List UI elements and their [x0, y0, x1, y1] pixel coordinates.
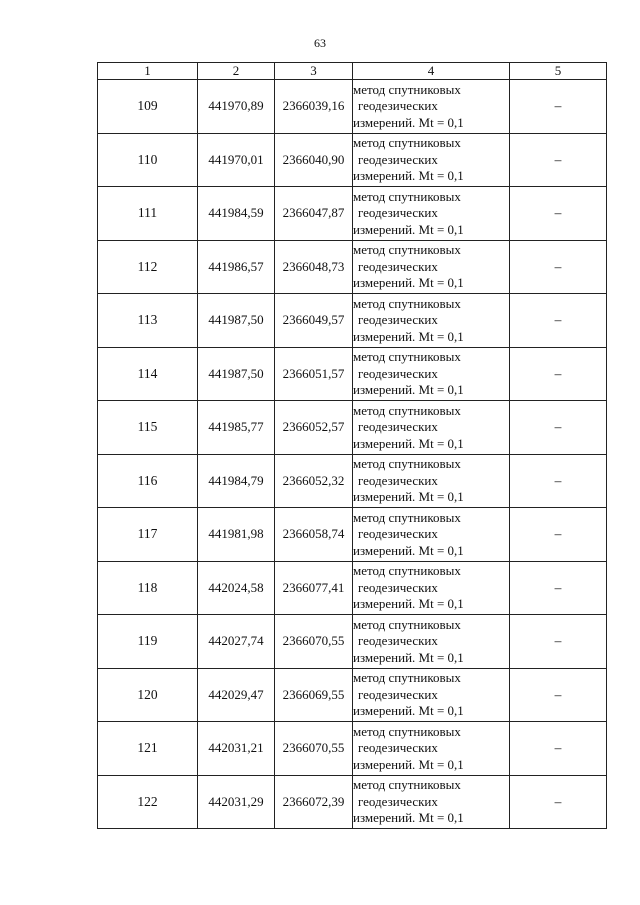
description-cell: – [510, 401, 607, 455]
table-row [98, 668, 607, 722]
method-cell [353, 240, 510, 294]
method-cell [353, 615, 510, 669]
method-line-1: метод спутниковых [353, 723, 461, 739]
method-cell [353, 508, 510, 562]
coordinate-y: 2366040,90 [275, 133, 353, 187]
method-line-2: геодезических [358, 526, 438, 541]
coordinate-x: 441984,59 [198, 187, 275, 241]
header-cell-5: 5 [510, 63, 607, 80]
table-row [98, 508, 607, 562]
method-line-3: измерений. Mt = 0,1 [353, 382, 464, 397]
description-cell: – [510, 454, 607, 508]
header-cell-2: 2 [198, 63, 275, 80]
coordinate-y: 2366072,39 [275, 775, 353, 829]
coordinate-x: 442031,29 [198, 775, 275, 829]
coordinate-y: 2366070,55 [275, 722, 353, 776]
point-number: 118 [98, 561, 198, 615]
coordinate-y: 2366048,73 [275, 240, 353, 294]
method-line-3: измерений. Mt = 0,1 [353, 596, 464, 611]
coordinate-x: 442031,21 [198, 722, 275, 776]
description-cell: – [510, 775, 607, 829]
method-line-2: геодезических [358, 686, 438, 702]
point-number: 111 [98, 187, 198, 241]
table-row [98, 133, 607, 187]
coordinate-y: 2366047,87 [275, 187, 353, 241]
method-cell [353, 454, 510, 508]
description-cell: – [510, 133, 607, 187]
coordinate-y: 2366052,32 [275, 454, 353, 508]
method-line-3: измерений. Mt = 0,1 [353, 328, 464, 344]
method-line-2: геодезических [358, 740, 438, 755]
method-line-1: метод спутниковых [353, 777, 461, 792]
method-cell [353, 80, 510, 134]
description-cell: – [510, 347, 607, 401]
method-line-1: метод спутниковых [353, 295, 461, 311]
method-line-1: метод спутниковых [353, 349, 461, 364]
description-cell: – [510, 187, 607, 241]
method-line-2: геодезических [358, 365, 438, 381]
coordinate-y: 2366077,41 [275, 561, 353, 615]
method-line-3: измерений. Mt = 0,1 [353, 221, 464, 237]
method-cell [353, 668, 510, 722]
method-line-3: измерений. Mt = 0,1 [353, 649, 464, 665]
method-line-3: измерений. Mt = 0,1 [353, 435, 464, 451]
coordinate-y: 2366051,57 [275, 347, 353, 401]
method-line-1: метод спутниковых [353, 242, 461, 257]
method-cell [353, 187, 510, 241]
method-cell [353, 294, 510, 348]
method-line-3: измерений. Mt = 0,1 [353, 542, 464, 558]
method-line-3: измерений. Mt = 0,1 [353, 275, 464, 290]
point-number: 119 [98, 615, 198, 669]
method-line-2: геодезических [358, 633, 438, 648]
method-line-2: геодезических [358, 312, 438, 327]
method-line-2: геодезических [358, 258, 438, 274]
description-cell: – [510, 722, 607, 776]
method-cell [353, 347, 510, 401]
method-line-2: геодезических [358, 579, 438, 595]
description-cell: – [510, 561, 607, 615]
description-cell: – [510, 80, 607, 134]
description-cell: – [510, 294, 607, 348]
method-line-1: метод спутниковых [353, 81, 461, 97]
method-line-3: измерений. Mt = 0,1 [353, 489, 464, 504]
point-number: 114 [98, 347, 198, 401]
description-cell: – [510, 240, 607, 294]
table-row [98, 454, 607, 508]
point-number: 122 [98, 775, 198, 829]
method-line-1: метод спутниковых [353, 670, 461, 685]
coordinate-y: 2366039,16 [275, 80, 353, 134]
coordinate-x: 441970,01 [198, 133, 275, 187]
point-number: 110 [98, 133, 198, 187]
header-cell-4: 4 [353, 63, 510, 80]
table-row [98, 401, 607, 455]
description-cell: – [510, 668, 607, 722]
method-line-3: измерений. Mt = 0,1 [353, 703, 464, 718]
method-line-1: метод спутниковых [353, 563, 461, 578]
method-line-3: измерений. Mt = 0,1 [353, 756, 464, 772]
table-body [98, 80, 607, 829]
coordinate-x: 442027,74 [198, 615, 275, 669]
method-line-2: геодезических [358, 151, 438, 167]
method-cell [353, 775, 510, 829]
method-cell [353, 133, 510, 187]
coordinate-x: 441984,79 [198, 454, 275, 508]
point-number: 112 [98, 240, 198, 294]
table-row [98, 347, 607, 401]
coordinate-y: 2366058,74 [275, 508, 353, 562]
table-row [98, 615, 607, 669]
table-row [98, 722, 607, 776]
method-line-3: измерений. Mt = 0,1 [353, 168, 464, 183]
method-line-1: метод спутниковых [353, 509, 461, 525]
method-line-1: метод спутниковых [353, 188, 461, 204]
coordinate-x: 441981,98 [198, 508, 275, 562]
table-row [98, 240, 607, 294]
point-number: 120 [98, 668, 198, 722]
header-cell-3: 3 [275, 63, 353, 80]
coordinate-x: 441970,89 [198, 80, 275, 134]
point-number: 113 [98, 294, 198, 348]
method-line-3: измерений. Mt = 0,1 [353, 810, 464, 825]
method-line-2: геодезических [358, 205, 438, 220]
table-header [98, 63, 607, 80]
header-row [98, 63, 607, 80]
method-cell [353, 561, 510, 615]
coordinates-table [97, 62, 607, 829]
coordinate-y: 2366049,57 [275, 294, 353, 348]
table-row [98, 294, 607, 348]
point-number: 116 [98, 454, 198, 508]
coordinate-y: 2366069,55 [275, 668, 353, 722]
method-line-2: геодезических [358, 419, 438, 434]
header-cell-1: 1 [98, 63, 198, 80]
point-number: 121 [98, 722, 198, 776]
coordinate-x: 441987,50 [198, 347, 275, 401]
method-line-2: геодезических [358, 98, 438, 113]
table-row [98, 80, 607, 134]
description-cell: – [510, 508, 607, 562]
method-line-3: измерений. Mt = 0,1 [353, 114, 464, 130]
coordinate-x: 441987,50 [198, 294, 275, 348]
method-line-1: метод спутниковых [353, 402, 461, 418]
description-cell: – [510, 615, 607, 669]
point-number: 115 [98, 401, 198, 455]
point-number: 117 [98, 508, 198, 562]
table-row [98, 187, 607, 241]
method-line-2: геодезических [358, 793, 438, 809]
method-line-1: метод спутниковых [353, 616, 461, 632]
coordinate-y: 2366070,55 [275, 615, 353, 669]
coordinate-x: 441986,57 [198, 240, 275, 294]
method-cell [353, 401, 510, 455]
coordinate-x: 442029,47 [198, 668, 275, 722]
table-row [98, 561, 607, 615]
table-row [98, 775, 607, 829]
method-line-1: метод спутниковых [353, 456, 461, 471]
coordinate-x: 441985,77 [198, 401, 275, 455]
method-line-2: геодезических [358, 472, 438, 488]
page-number: 63 [314, 36, 326, 50]
point-number: 109 [98, 80, 198, 134]
coordinate-y: 2366052,57 [275, 401, 353, 455]
coordinate-x: 442024,58 [198, 561, 275, 615]
method-cell [353, 722, 510, 776]
method-line-1: метод спутниковых [353, 135, 461, 150]
